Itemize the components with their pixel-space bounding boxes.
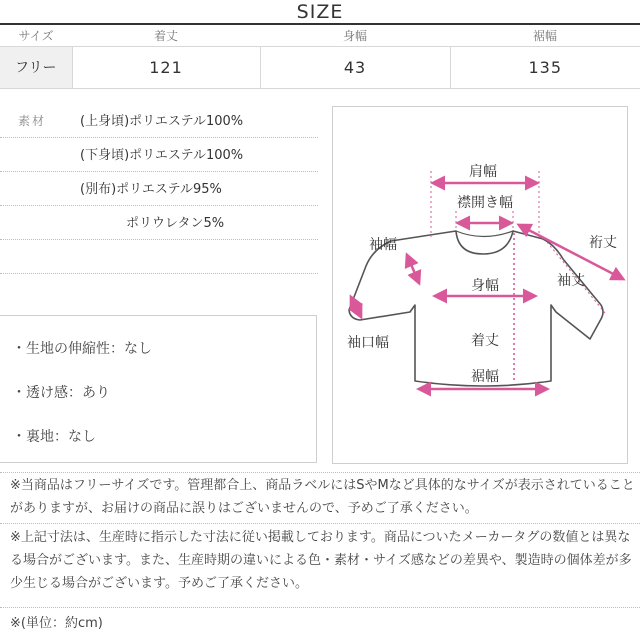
sleeve-width-arrow — [407, 255, 419, 283]
neckline — [456, 231, 513, 237]
note-unit: ※(単位：約cm) — [10, 616, 103, 631]
material-label: 素材 — [18, 114, 47, 128]
label-shoulder: 肩幅 — [469, 164, 497, 180]
value-hem: 135 — [450, 46, 640, 88]
material-line: (別布)ポリエステル95% — [80, 182, 222, 197]
material-row — [0, 172, 318, 206]
header-size: サイズ — [18, 29, 54, 44]
cuff-arrow — [351, 297, 361, 317]
material-row-empty — [0, 240, 318, 274]
value-chest: 43 — [260, 46, 450, 88]
header-length: 着丈 — [153, 29, 178, 44]
size-table — [0, 26, 640, 89]
label-cuff: 袖口幅 — [347, 335, 389, 351]
property-sheer: ・透け感：あり — [12, 385, 110, 401]
label-sleeve-length: 袖丈 — [557, 273, 585, 289]
title-underline — [0, 23, 640, 25]
property-lining: ・裏地：なし — [12, 429, 96, 445]
size-table-header — [0, 26, 640, 46]
material-row — [0, 104, 318, 138]
label-hem: 裾幅 — [471, 369, 499, 385]
property-stretch: ・生地の伸縮性：なし — [12, 341, 152, 357]
material-line: (下身頃)ポリエステル100% — [80, 148, 244, 163]
header-chest: 身幅 — [342, 29, 367, 44]
label-chest: 身幅 — [471, 278, 499, 294]
garment-body-outline — [349, 231, 603, 386]
value-length: 121 — [72, 46, 260, 88]
row-size-label: フリー — [0, 46, 72, 88]
material-line: (上身頃)ポリエステル100% — [80, 114, 244, 129]
header-hem: 裾幅 — [532, 29, 557, 44]
label-sleeve-width: 袖幅 — [369, 237, 397, 253]
material-section — [0, 104, 318, 274]
fabric-properties-box — [0, 315, 317, 463]
label-yuki: 裄丈 — [589, 235, 617, 251]
note-free-size: ※当商品はフリーサイズです。管理都合上、商品ラベルにはSやMなど具体的なサイズが表示されていることがありますが、お届けの商品に誤りはございませんので、予めご了承ください。 — [10, 478, 635, 516]
material-row — [0, 206, 318, 240]
material-row — [0, 138, 318, 172]
note-divider — [0, 607, 640, 608]
note-divider — [0, 523, 640, 524]
yuki-arrow — [519, 225, 623, 279]
size-title: SIZE — [296, 1, 344, 23]
material-line: ポリウレタン5% — [126, 216, 225, 231]
garment-diagram-svg — [333, 107, 629, 465]
table-row — [0, 46, 640, 88]
measurement-diagram — [332, 106, 628, 464]
note-divider — [0, 472, 640, 473]
label-length: 着丈 — [471, 333, 499, 349]
label-neck: 襟開き幅 — [457, 195, 513, 211]
note-measurement: ※上記寸法は、生産時に指示した寸法に従い掲載しております。商品についたメーカータグの数値とは異なる場合がございます。また、生産時期の違いによる色・素材・サイズ感などの差異や、製造時の個体差が多少生じる場合がございます。予めご了承ください。 — [10, 530, 632, 591]
